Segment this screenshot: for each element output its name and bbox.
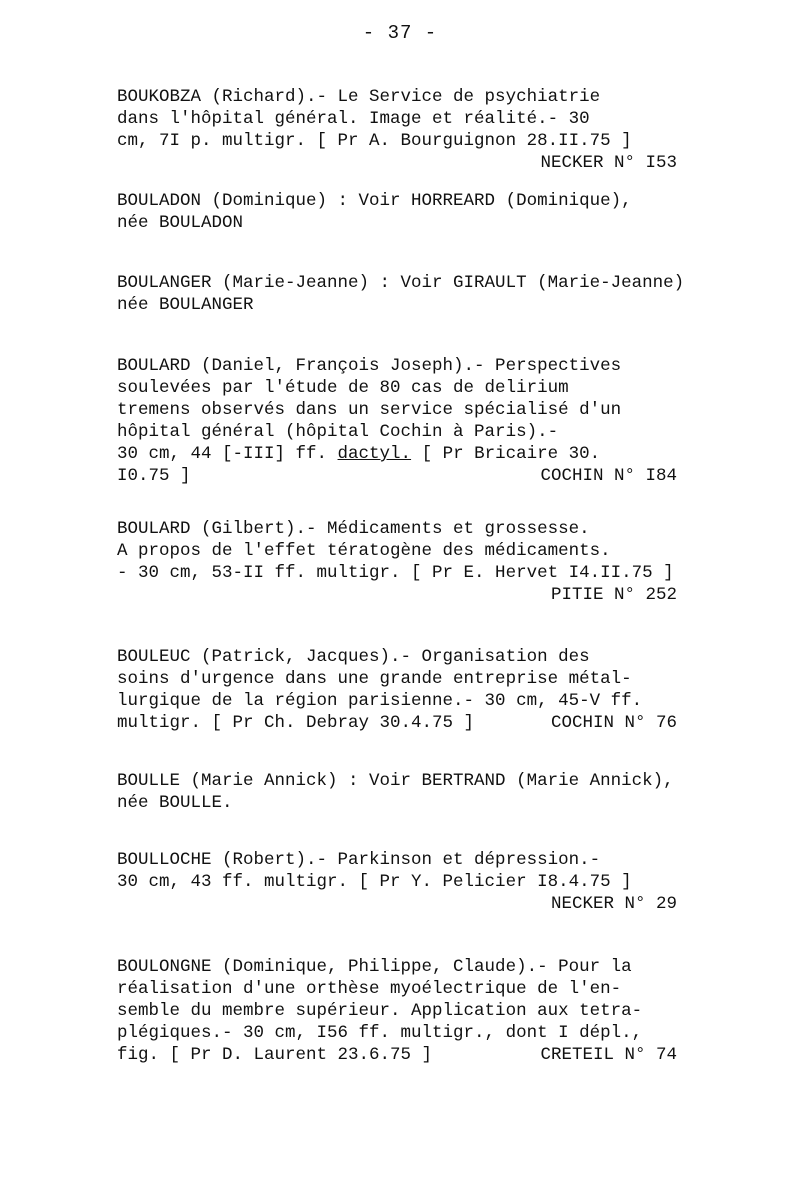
entry-line: cm, 7I p. multigr. [ Pr A. Bourguignon 28.II.75 ] bbox=[117, 131, 632, 151]
entry-line-date: I0.75 ] bbox=[117, 466, 191, 486]
entry-line bbox=[117, 465, 677, 487]
entry-line: plégiques.- 30 cm, I56 ff. multigr., dont I dépl., bbox=[117, 1023, 643, 1043]
bibliography-entry-boulard-daniel bbox=[117, 355, 677, 487]
entry-line: née BOULLE. bbox=[117, 793, 233, 813]
entry-line: A propos de l'effet tératogène des médicaments. bbox=[117, 541, 611, 561]
entry-line-prefix: 30 cm, 44 [-III] ff. bbox=[117, 444, 338, 464]
entry-line: BOULADON (Dominique) : Voir HORREARD (Dominique), bbox=[117, 191, 632, 211]
entry-line: BOULLE (Marie Annick) : Voir BERTRAND (Marie Annick), bbox=[117, 771, 674, 791]
entry-line: tremens observés dans un service spécialisé d'un bbox=[117, 400, 622, 420]
entry-line-suffix: [ Pr Bricaire 30. bbox=[411, 444, 601, 464]
library-reference: COCHIN N° I84 bbox=[540, 466, 677, 486]
entry-line: - 30 cm, 53-II ff. multigr. [ Pr E. Hervet I4.II.75 ] bbox=[117, 563, 674, 583]
entry-line: hôpital général (hôpital Cochin à Paris).- bbox=[117, 422, 559, 442]
entry-line: soulevées par l'étude de 80 cas de delirium bbox=[117, 378, 569, 398]
entry-line: 30 cm, 43 ff. multigr. [ Pr Y. Pelicier I8.4.75 ] bbox=[117, 872, 632, 892]
library-reference: NECKER N° I53 bbox=[540, 153, 677, 173]
bibliography-entry-boulloche bbox=[117, 849, 677, 915]
bibliography-entry-boulanger bbox=[117, 272, 685, 316]
bibliography-entry-bouleuc bbox=[117, 646, 677, 734]
library-reference: CRETEIL N° 74 bbox=[540, 1045, 677, 1065]
entry-line: lurgique de la région parisienne.- 30 cm, 45-V ff. bbox=[117, 691, 643, 711]
library-reference: NECKER N° 29 bbox=[550, 894, 677, 914]
entry-line: BOULARD (Daniel, François Joseph).- Perspectives bbox=[117, 356, 622, 376]
entry-line: réalisation d'une orthèse myoélectrique de l'en- bbox=[117, 979, 622, 999]
entry-line: BOULANGER (Marie-Jeanne) : Voir GIRAULT (Marie-Jeanne) bbox=[117, 273, 685, 293]
entry-line: BOULLOCHE (Robert).- Parkinson et dépression.- bbox=[117, 850, 601, 870]
entry-line: née BOULANGER bbox=[117, 295, 254, 315]
bibliography-entry-boukobza bbox=[117, 86, 677, 174]
entry-line: BOUKOBZA (Richard).- Le Service de psychiatrie bbox=[117, 87, 601, 107]
entry-line: née BOULADON bbox=[117, 213, 244, 233]
entry-line: soins d'urgence dans une grande entreprise métal- bbox=[117, 669, 632, 689]
bibliography-entry-bouladon bbox=[117, 190, 677, 234]
bibliography-entry-boulard-gilbert bbox=[117, 518, 677, 606]
entry-line-text: multigr. [ Pr Ch. Debray 30.4.75 ] bbox=[117, 713, 475, 733]
underlined-term: dactyl. bbox=[337, 444, 412, 464]
entry-line: BOULEUC (Patrick, Jacques).- Organisation des bbox=[117, 647, 590, 667]
entry-line: BOULONGNE (Dominique, Philippe, Claude).- Pour la bbox=[117, 957, 632, 977]
bibliography-entry-boulle bbox=[117, 770, 677, 814]
entry-line bbox=[117, 712, 677, 734]
entry-line bbox=[117, 1044, 677, 1066]
library-reference: PITIE N° 252 bbox=[550, 585, 677, 605]
library-reference: COCHIN N° 76 bbox=[550, 713, 677, 733]
entry-line bbox=[117, 443, 677, 465]
entry-line: BOULARD (Gilbert).- Médicaments et grossesse. bbox=[117, 519, 590, 539]
entry-line: dans l'hôpital général. Image et réalité.- 30 bbox=[117, 109, 590, 129]
entry-line-text: fig. [ Pr D. Laurent 23.6.75 ] bbox=[117, 1045, 433, 1065]
page-number: - 37 - bbox=[362, 22, 438, 44]
entry-line: semble du membre supérieur. Application aux tetra- bbox=[117, 1001, 643, 1021]
bibliography-entry-boulongne bbox=[117, 956, 677, 1066]
